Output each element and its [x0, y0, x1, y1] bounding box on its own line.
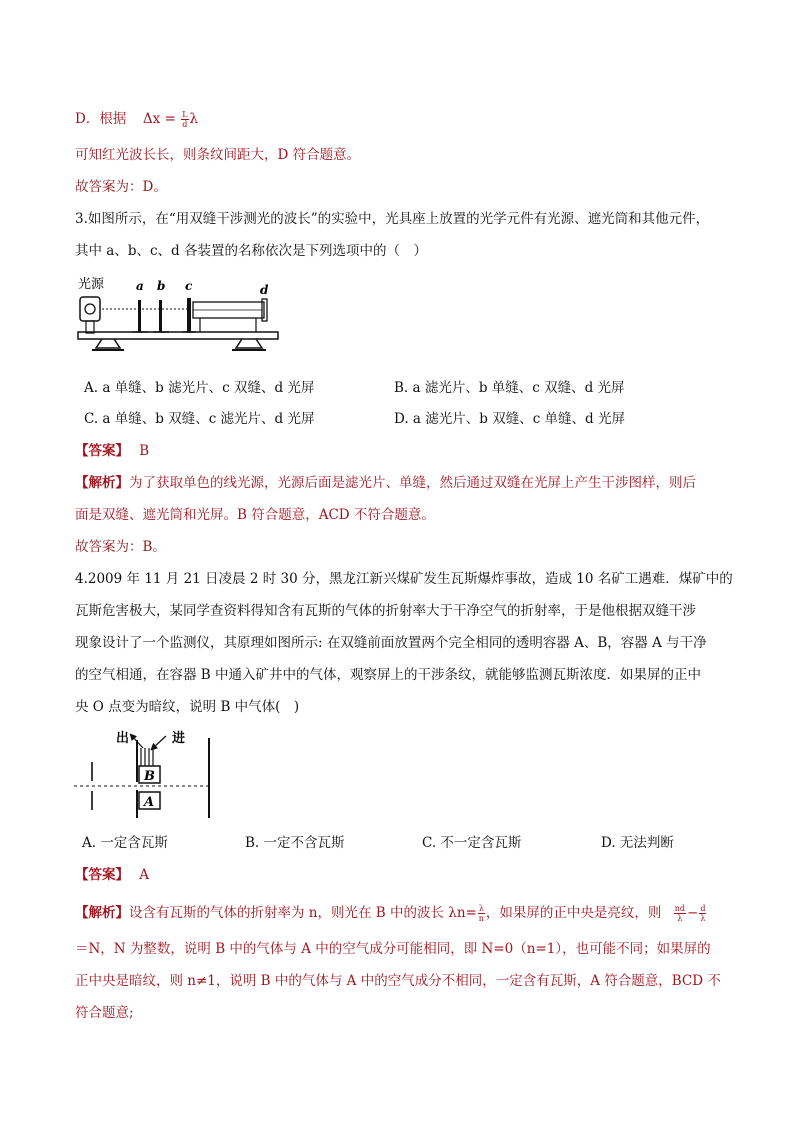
q2-option-d-line — [75, 109, 198, 129]
q2-answer-line: 故答案为：D。 — [75, 179, 167, 195]
q3-option-b[interactable]: B. a 滤光片、b 单缝、c 双缝、d 光屏 — [394, 380, 625, 396]
q4-analysis-line-4: 符合题意; — [75, 1005, 134, 1021]
q4-frac-lambda-n: $\frac{\lambda}{n}$ — [478, 904, 484, 923]
q4-frac-nd-lambda: $\frac{nd}{\lambda}$ — [674, 904, 685, 923]
q3-stem-line-2: 其中 a、b、c、d 各装置的名称依次是下列选项中的（ ） — [75, 243, 427, 259]
q4-stem-line-5: 央 O 点变为暗纹，说明 B 中气体( ) — [75, 699, 300, 715]
q3-bench — [78, 332, 278, 339]
q3-option-a[interactable]: A. a 单缝、b 滤光片、c 双缝、d 光屏 — [84, 380, 315, 396]
q2-conclusion: 可知红光波长长，则条纹间距大，D 符合题意。 — [75, 147, 361, 163]
q3-option-c[interactable]: C. a 单缝、b 双缝、c 滤光片、d 光屏 — [84, 411, 315, 427]
q4-label-b: B — [144, 769, 155, 784]
q3-element-a — [138, 300, 141, 332]
q3-label-a: a — [136, 279, 144, 293]
q4-monitor-figure — [72, 726, 222, 818]
q4-analysis-line-1: 【解析】设含有瓦斯的气体的折射率为 n，则光在 B 中的波长 λn= $\frac{\lambda}{n}$ ，如果屏的正中央是亮纹，则 $\frac{nd}{\lambda}$ − $\frac{d}{\lambda}$ — [75, 904, 706, 923]
q3-element-c — [187, 298, 191, 332]
q4-analysis-line-2: ＝N，N 为整数，说明 B 中的气体与 A 中的空气成分可能相同，即 N=0（n=1），也可能不同；如果屏的 — [75, 941, 711, 957]
q4-analysis-line-3: 正中央是暗纹，则 n≠1，说明 B 中的气体与 A 中的空气成分不相同，一定含有瓦斯，A 符合题意，BCD 不 — [75, 973, 721, 989]
q3-stem-line-1: 3.如图所示，在“用双缝干涉测光的波长”的实验中，光具座上放置的光学元件有光源、遮光筒和其他元件， — [75, 211, 710, 227]
q3-label-source: 光源 — [78, 277, 105, 292]
q3-element-b — [159, 300, 162, 332]
q4-option-a[interactable]: A. 一定含瓦斯 — [82, 835, 168, 851]
q3-analysis-line-1: 【解析】为了获取单色的线光源，光源后面是滤光片、单缝，然后通过双缝在光屏上产生干涉图样，则后 — [75, 475, 696, 491]
q4-answer-tag: 【答案】 — [75, 867, 129, 883]
q4-option-c[interactable]: C. 不一定含瓦斯 — [422, 835, 522, 851]
q4-analysis-tag: 【解析】 — [75, 905, 129, 921]
q4-stem-line-3: 现象设计了一个监测仪，其原理如图所示: 在双缝前面放置两个完全相同的透明容器 A、B，容器 A 与干净 — [75, 635, 707, 651]
q2-formula: Δx = — [142, 111, 176, 127]
q3-answer-tag: 【答案】 — [75, 443, 129, 459]
q3-analysis-line-2: 面是双缝、遮光筒和光屏。B 符合题意，ACD 不符合题意。 — [75, 507, 435, 523]
q3-label-b: b — [157, 279, 166, 293]
q4-frac-d-lambda: $\frac{d}{\lambda}$ — [700, 904, 706, 923]
q2-fraction: $\frac{L}{d}$ — [182, 110, 188, 129]
q3-answer-value: B — [139, 443, 150, 459]
q4-label-in: 进 — [172, 731, 186, 746]
q4-option-d[interactable]: D. 无法判断 — [601, 835, 674, 851]
q4-stem-line-4: 的空气相通，在容器 B 中通入矿井中的气体，观察屏上的干涉条纹，就能够监测瓦斯浓度．如果屏的正中 — [75, 667, 702, 683]
q3-light-source — [80, 297, 100, 321]
q3-answer — [75, 441, 149, 461]
q3-optical-bench-figure — [72, 272, 282, 357]
q4-answer-value: A — [139, 867, 150, 883]
q4-stem-line-2: 瓦斯危害极大，某同学查资料得知含有瓦斯的气体的折射率大于干净空气的折射率，于是他根据双缝干涉 — [75, 603, 696, 619]
q3-analysis-tag: 【解析】 — [75, 475, 129, 491]
q4-label-a: A — [144, 795, 155, 810]
q2-lambda: λ — [189, 111, 199, 127]
q3-label-d: d — [260, 283, 269, 297]
q3-label-c: c — [185, 279, 193, 293]
q4-stem-line-1: 4.2009 年 11 月 21 日凌晨 2 时 30 分，黑龙江新兴煤矿发生瓦斯爆炸事故，造成 10 名矿工遇难．煤矿中的 — [75, 571, 733, 587]
q4-answer — [75, 865, 149, 885]
q2-option-d-prefix: D．根据 — [75, 111, 127, 127]
q4-label-out: 出 — [116, 731, 130, 746]
q4-option-b[interactable]: B. 一定不含瓦斯 — [245, 835, 345, 851]
q3-option-d[interactable]: D. a 滤光片、b 双缝、c 单缝、d 光屏 — [394, 411, 625, 427]
q3-answer-line: 故答案为：B。 — [75, 539, 166, 555]
